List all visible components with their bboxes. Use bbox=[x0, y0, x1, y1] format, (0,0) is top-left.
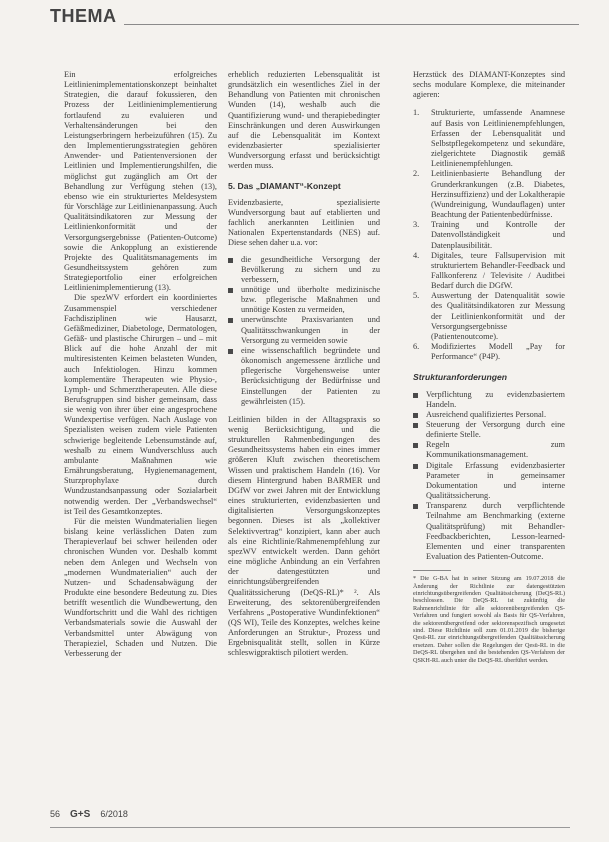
footer-rule bbox=[50, 827, 570, 828]
footnote: * Die G-BA hat in seiner Sitzung am 19.07.2018 die Änderung der Richtlinie zur datengestützten einrichtungsübergreifenden Qualitätssicherung (DeQS-RL) beschlossen. Die DeQS-RL ist zukünftig die Rahmenrichtlinie für alle sektorenübergreifenden QS-Verfahren und fungiert sowohl als Basis für QS-Verfahren, die sektorenübergreifend oder sektorenspezifisch umgesetzt sind. Diese Richtlinie soll zum 01.01.2019 die bisherige Qesü-RL zur einrichtungsübergreifenden Qualitätssicherung ersetzen. Daher sollen die Regelungen der Qesü-RL in die DeQS-RL übergehen und die bestehenden QS-Verfahren der QSKH-RL auch unter die DeQS-RL überführt werden. bbox=[413, 575, 565, 664]
col1-paragraph-1: Ein erfolgreiches Leitlinienimplementationskonzept beinhaltet Strategien, die darauf fokussieren, den Prozess der Leitlinienimplementierung fortlaufend zu evaluieren und Verhaltensänderungen bei den Leistungserbringern herbeizuführen (15). Zu den Implementierungsstrategien gehören Anwender- und Patientenversionen der Leitlinien und Implementierungshilfen, die möglichst gut zugänglich am Ort der Behandlung zur Verfügung stehen (13), ebenso wie ein strukturiertes Meldesystem für Vorschläge zur Leitlinienanpassung. Auch Qualitätsindikatoren zur Messung der Leitlinienkonformität und der Versorgungsergebnisse (Patienten-Outcome) sowie die Ankopplung an existierende Projekte des Qualitätsmanagements im Gesundheitssystem gehören zum Strategieportfolio einer erfolgreichen Leitlinienimplementierung (13). bbox=[64, 70, 217, 293]
modules-list bbox=[413, 108, 565, 362]
list-item: Ausreichend qualifiziertes Personal. bbox=[413, 410, 565, 420]
list-item: 4. Digitales, teure Fallsupervision mit strukturiertem Behandler-Feedback und Fallkonferenz / Televisite / Auditbei Bedarf durch die DGfW. bbox=[413, 250, 565, 291]
list-item: eine wissenschaftlich begründete und ökonomisch angemessene ärztliche und pflegerische Vorgehensweise unter Berücksichtigung der Bedürfnisse und Einstellungen der Patienten zu gewährleisten (15). bbox=[228, 346, 380, 407]
column-3 bbox=[413, 70, 565, 664]
list-item: Verpflichtung zu evidenzbasiertem Handeln. bbox=[413, 390, 565, 410]
list-item: Regeln zum Kommunikationsmanagement. bbox=[413, 440, 565, 460]
goals-list bbox=[228, 255, 380, 407]
col2-paragraph-1: erheblich reduzierten Lebensqualität ist grundsätzlich ein wesentliches Ziel in der Behandlung von Patienten mit chronischen Wunden (14), weshalb auch die Quantifizierung wund- und therapiebedingter Einschränkungen und deren Auswirkungen auf die Lebensqualität im Kontext evidenzbasierter spezialisierter Wundversorgung erfasst und berücksichtigt werden muss. bbox=[228, 70, 380, 171]
section-heading-structure: Strukturanforderungen bbox=[413, 372, 508, 383]
list-item: 5. Auswertung der Datenqualität sowie des Qualitätsindikatoren zur Messung der Leitlinienkonformität und der Versorgungsergebnisse (Patientenoutcome). bbox=[413, 291, 565, 341]
requirements-list bbox=[413, 390, 565, 563]
page-number: 56 bbox=[50, 809, 61, 819]
col2-paragraph-2: Evidenzbasierte, spezialisierte Wundversorgung baut auf etablierten und fachlich anerkannten Leitlinien und Nationalen Expertenstandards (NES) auf. Diese sehen daher u.a. vor: bbox=[228, 197, 380, 248]
list-item: 3. Training und Kontrolle der Datenvollständigkeit und Datenplausibilität. bbox=[413, 220, 565, 250]
col2-paragraph-3: Leitlinien bilden in der Alltagspraxis so wenig Berücksichtigung, und die strukturellen Rahmenbedingungen des Gesundheitssystems haben ein eines immer größeren Kluft zwischen theoretischem Wissen und praktischem Handeln (16). Vor diesem Hintergrund haben BARMER und DGfW vor zwei Jahren mit der Entwicklung eines strukturierten, evidenzbasierten und digitalisierten Versorgungskonzeptes begonnen. Dieses ist als „kollektiver Selektivvertrag“ konzipiert, kann aber auch als eine Richtlinie/Rahmenempfehlung zur spezWV entwickelt werden. Dann gehört eine mögliche Anbindung an ein Verfahren der datengestützten und einrichtungsübergreifenden Qualitätssicherung (DeQS-RL)* ². Als Erweiterung, des sektorenübergreifenden Verfahrens „Postoperative Wundinfektionen“ (QS WI), Teile des Konzeptes, welches keine Anforderungen an Struktur-, Prozess und Ergebnisqualität stellt, sollen in Kürze schleswigpraktisch pilotiert werden. bbox=[228, 414, 380, 658]
header-rule bbox=[124, 24, 579, 25]
col1-paragraph-2: Die spezWV erfordert ein koordiniertes Zusammenspiel verschiedener Fachdisziplinen wie Hausarzt, Gefäßmediziner, Diabetologe, Dermatologen, Gefäß- und plastische Chirurgen – und – mit Blick auf die hohe Anzahl der mit multiresistenten Keimen belasteten Wunden, auch Infektiologen. Hinzu kommen komplementäre Therapeuten wie Physio-, Lymph- und Schmerztherapeuten. Alle diese Berufsgruppen sind bisher gemeinsam, dass sie wenig von ihrer über eine angesprochene Wundexpertise verfügen. Nach Auslage von Spezialisten weisen zudem viele Patienten schwierige begleitende Lebensumstände auf, weshalb zu einem Wundverschluss auch ambulante Maßnahmen wie Ernährungsberatung, Hygienemanagement, Sturzprophylaxe durch Wundzustandsanpassung oder Sozialarbeit notwendig werden. Der „Verbandswechsel“ ist Teil des Gesamtkonzeptes. bbox=[64, 293, 217, 516]
section-title: THEMA bbox=[50, 6, 117, 26]
magazine-logo: G+S bbox=[70, 809, 91, 820]
list-item: 1. Strukturierte, umfassende Anamnese auf Basis von Leitlinienempfehlungen, Erfassen der Lebensqualität und Selbstpflegekompetenz und sekundäre, zielgerichtete Diagnostik gemäß Leitlinienempfehlungen. bbox=[413, 108, 565, 169]
section-heading-diamant: 5. Das „DIAMANT“-Konzept bbox=[228, 180, 341, 191]
list-item: Digitale Erfassung evidenzbasierter Parameter in gemeinsamer Dokumentation und interne Qualitätssicherung. bbox=[413, 461, 565, 502]
list-item: Transparenz durch verpflichtende Teilnahme am Benchmarking (externe Qualitätsprüfung) mit Behandler-Feedbackberichten, Lesson-learned-Elementen und einer transparenten Evaluation des Patienten-Outcome. bbox=[413, 501, 565, 562]
column-1 bbox=[64, 70, 217, 659]
list-item: die gesundheitliche Versorgung der Bevölkerung zu sichern und zu verbessern, bbox=[228, 255, 380, 285]
list-item: Steuerung der Versorgung durch eine definierte Stelle. bbox=[413, 420, 565, 440]
list-item: 2. Leitlinienbasierte Behandlung der Grunderkrankungen (z.B. Diabetes, Herzinsuffizienz) und der Lokaltherapie (Wundreinigung, Wundauflagen) unter Beachtung der Patientenbedürfnisse. bbox=[413, 169, 565, 220]
column-2 bbox=[228, 70, 380, 659]
page-footer bbox=[50, 809, 128, 820]
list-item: unnötige und überholte medizinische bzw. pflegerische Maßnahmen und unnötige Kosten zu vermeiden, bbox=[228, 285, 380, 315]
issue-number: 6/2018 bbox=[100, 809, 128, 819]
list-item: 6. Modifiziertes Modell „Pay for Performance“ (P4P). bbox=[413, 342, 565, 362]
footnote-divider bbox=[413, 570, 451, 571]
col1-paragraph-3: Für die meisten Wundmaterialien liegen bislang keine verlässlichen Daten zum Therapieverlauf bei schwer heilenden oder chronischen Wunden vor. Deshalb kommt neben dem Anlegen und Wechseln von „modernen Wundmaterialien“ auch der Nutzen- und Schadensabwägung der Produkte eine besondere Bedeutung zu. Dies betrifft wesentlich die Wundbewertung, den Wundfortschritt und die Wahl des richtigen Verbandsmaterials sowie die Auswahl der Verbandsmittel unter Abwägung von Therapieziel, Schaden und Nutzen. Die Verbesserung der bbox=[64, 516, 217, 658]
list-item: unerwünschte Praxisvarianten und Qualitätsschwankungen in der Versorgung zu vermeiden sowie bbox=[228, 315, 380, 345]
col3-paragraph-1: Herzstück des DIAMANT-Konzeptes sind sechs modulare Komplexe, die miteinander agieren: bbox=[413, 70, 565, 100]
